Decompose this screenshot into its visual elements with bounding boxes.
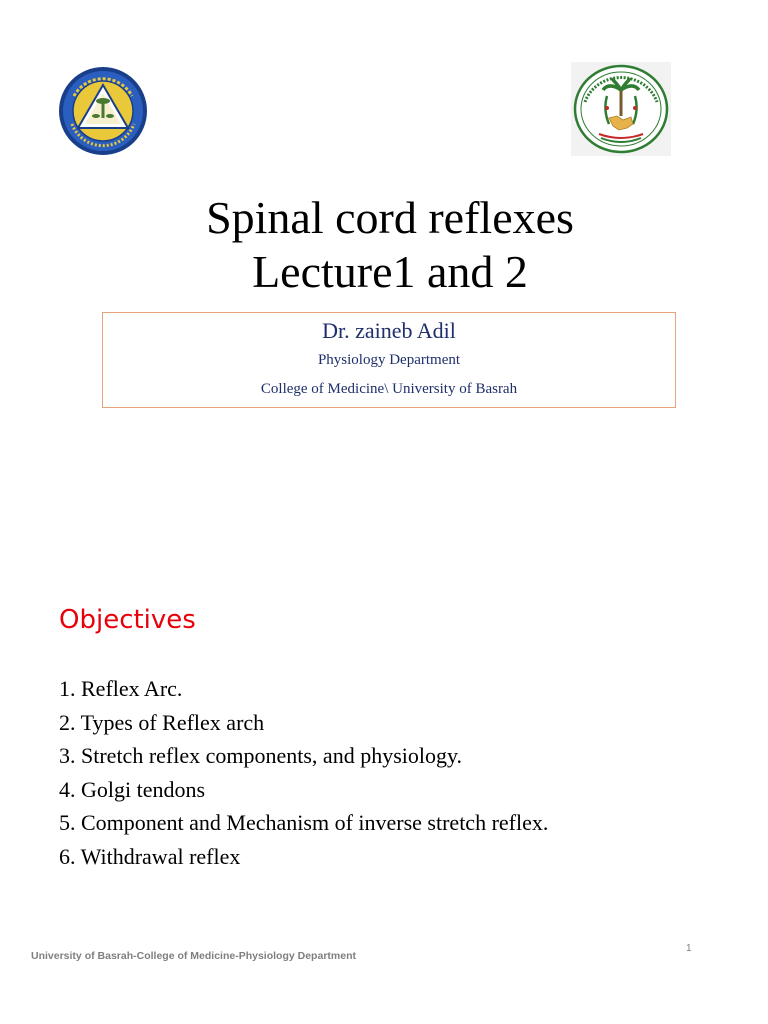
objective-item: 3. Stretch reflex components, and physiology. [59, 743, 463, 768]
author-name: Dr. zaineb Adil [322, 318, 456, 343]
page-number: 1 [686, 943, 692, 954]
footer-text: University of Basrah-College of Medicine-Physiology Department [31, 950, 356, 962]
slide-title-line1: Spinal cord reflexes [206, 192, 574, 243]
objectives-heading: Objectives [59, 605, 196, 635]
objectives-list [59, 672, 548, 873]
university-seal-logo [58, 66, 148, 156]
author-department: Physiology Department [317, 352, 461, 368]
objective-item: 6. Withdrawal reflex [59, 843, 241, 869]
objective-item: 5. Component and Mechanism of inverse stretch reflex. [59, 810, 549, 835]
author-info-box [102, 312, 676, 408]
objective-item: 2. Types of Reflex arch [59, 709, 265, 735]
university-seal-icon [58, 66, 148, 156]
college-emblem-icon [571, 62, 671, 156]
college-emblem-logo [571, 62, 671, 156]
objective-item: 4. Golgi tendons [59, 776, 206, 802]
objective-item: 1. Reflex Arc. [59, 676, 183, 701]
author-college: College of Medicine\ University of Basrah [260, 381, 518, 397]
slide-title-line2: Lecture1 and 2 [252, 246, 528, 297]
